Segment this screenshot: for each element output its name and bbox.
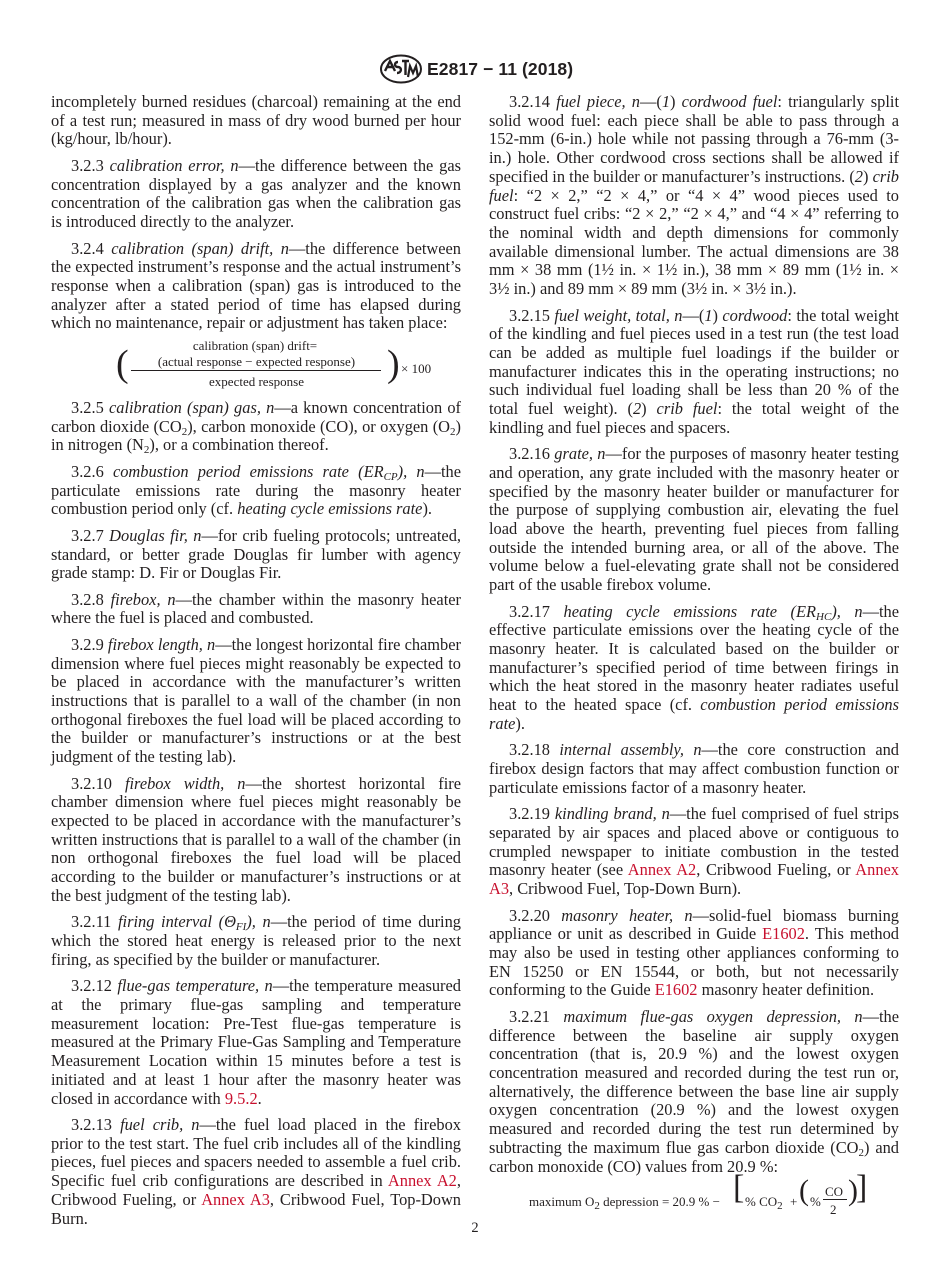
term: grate, n xyxy=(554,444,606,464)
term: calibration error, n xyxy=(109,155,239,175)
term: masonry heater, n xyxy=(561,905,693,925)
left-column xyxy=(51,93,461,1236)
annex-a2-link[interactable]: Annex A2 xyxy=(387,1171,457,1191)
page-header xyxy=(0,52,950,86)
definition-3-2-13: 3.2.13 fuel crib, n—the fuel load placed in the firebox prior to the test start. The fuel crib includes all of the kindling pieces, fuel pieces and spacers needed to assemble a fuel crib. Specific fuel crib configurations are described in Annex A2, Cribwood Fueling, or Annex A3, Cribwood Fuel, Top-Down Burn. xyxy=(51,1115,461,1228)
term: Douglas fir, n xyxy=(109,525,202,545)
term: internal assembly, n xyxy=(559,740,702,760)
annex-a3-link[interactable]: Annex A3 xyxy=(489,860,899,899)
astm-logo-icon xyxy=(379,54,423,84)
definition-3-2-4: 3.2.4 calibration (span) drift, n—the difference between the expected instrument’s response and the actual instrument’s response when a calibration (span) gas is introduced to the analyzer after a stated period of time has elapsed during which no maintenance, repair or adjustment has taken place: xyxy=(51,238,461,333)
term: firebox, n xyxy=(110,589,176,609)
standard-designation: E2817 − 11 (2018) xyxy=(427,59,574,79)
annex-a3-link[interactable]: Annex A3 xyxy=(201,1189,270,1209)
definition-3-2-20: 3.2.20 masonry heater, n—solid-fuel biomass burning appliance or unit as described in Guide E1602. This method may also be used in testing other appliances conforming to EN 15250 or EN 15544, or both, but not necessarily conforming to the Guide E1602 masonry heater definition. xyxy=(489,905,900,1000)
definition-3-2-19: 3.2.19 kindling brand, n—the fuel comprised of fuel strips separated by air spaces and placed above or contiguous to crumpled newspaper to initiate combustion in the tested masonry heater (see Annex A2, Cribwood Fueling, or Annex A3, Cribwood Fuel, Top-Down Burn). xyxy=(489,804,899,899)
term: firing interval $(\Theta_{FI})$, n xyxy=(117,912,271,934)
term: kindling brand, n xyxy=(554,804,670,824)
definition-3-2-11: 3.2.11 firing interval $(\Theta_{FI})$, n—the period of time during which the stored heat energy is released prior to the next firing, as specified by the builder or manufacturer. xyxy=(51,912,461,969)
term: calibration (span) drift, n xyxy=(111,238,289,258)
term: calibration (span) gas, n xyxy=(108,398,275,418)
definition-3-2-15: 3.2.15 fuel weight, total, n—(1) cordwood: the total weight of the kindling and fuel pieces used in a test run (the test load can be added as multiple fuel loadings if the builder or manufacturer indicates this in the operating instructions; no such individual fuel loading shall be less than 20 % of the total fuel weight). (2) crib fuel: the total weight of the kindling and fuel pieces and spacers. xyxy=(489,305,899,437)
e1602-link[interactable]: E1602 xyxy=(654,980,698,1000)
term: combustion period emissions rate $(ER_{CP})$, n xyxy=(112,461,425,483)
definition-3-2-16: 3.2.16 grate, n—for the purposes of masonry heater testing and operation, any grate included with the masonry heater or specified by the masonry heater builder or manufacturer for the purpose of supplying combustion air, elevating the fuel load above the hearth, preventing fuel pieces from falling outside the intended burning area, or all of the above. The volume below a fuel-elevating grate shall not be considered part of the usable firebox volume. xyxy=(489,444,899,595)
definition-3-2-8: 3.2.8 firebox, n—the chamber within the masonry heater where the fuel is placed and combusted. xyxy=(51,589,461,628)
term: flue-gas temperature, n xyxy=(117,976,273,996)
definition-3-2-10: 3.2.10 firebox width, n—the shortest horizontal fire chamber dimension where fuel pieces might reasonably be expected to be placed in accordance with the manufacturer’s written instructions that is parallel to a wall of the chamber (in non orthogonal fireboxes the fuel load will be placed according to the builder or manufacturer’s instructions or at the best judgment of the testing lab). xyxy=(51,773,461,905)
annex-a2-link[interactable]: Annex A2 xyxy=(627,860,697,880)
page-number: 2 xyxy=(471,1220,479,1236)
definition-3-2-21: 3.2.21 maximum flue-gas oxygen depression, n—the difference between the baseline air supply oxygen concentration (that is, 20.9 %) and the lowest oxygen concentration measured and recorded during the test run or, alternatively, the difference between the base line air supply oxygen concentration (20.9 %) and the lowest oxygen measured and recorded during the test run determined by subtracting the maximum flue gas carbon dioxide $(CO_2)$ and carbon monoxide (CO) values from 20.9 %: xyxy=(489,1006,900,1176)
definition-3-2-9: 3.2.9 firebox length, n—the longest horizontal fire chamber dimension where fuel pieces might reasonably be expected to be placed in accordance with the manufacturer’s written instructions that is parallel to a wall of the chamber (in non orthogonal fireboxes the fuel load will be placed according to the builder or manufacturer’s instructions or at the best judgment of the testing lab). xyxy=(51,634,461,767)
oxygen-depression-equation: maximum $O_2$ depression = 20.9 % − [ % $CO_2$ + ( % CO 2 ) ] xyxy=(529,1169,868,1218)
term: maximum flue-gas oxygen depression, n xyxy=(563,1006,863,1026)
definition-3-2-5: 3.2.5 calibration (span) gas, n—a known concentration of carbon dioxide $(CO_2)$, carbon monoxide (CO), or oxygen $(O_2)$ in nitrogen $(N_2)$, or a combination thereof. xyxy=(51,398,461,457)
term: firebox length, n xyxy=(107,634,216,654)
e1602-link[interactable]: E1602 xyxy=(762,924,805,944)
definition-3-2-6: 3.2.6 combustion period emissions rate $(ER_{CP})$, n—the particulate emissions rate during the masonry heater combustion period only (cf. heating cycle emissions rate). xyxy=(51,461,461,519)
definition-3-2-7: 3.2.7 Douglas fir, n—for crib fueling protocols; untreated, standard, or better grade Douglas fir lumber with agency grade stamp: D. Fir or Douglas Fir. xyxy=(51,525,461,583)
definition-3-2-3: 3.2.3 calibration error, n—the difference between the gas concentration displayed by a gas analyzer and the known concentration of the calibration gas when the calibration gas is introduced directly to the analyzer. xyxy=(51,155,461,232)
right-column xyxy=(489,93,899,1227)
term: fuel crib, n xyxy=(120,1115,200,1135)
definition-3-2-12: 3.2.12 flue-gas temperature, n—the temperature measured at the primary flue-gas sampling and temperature measurement location: Pre-Test flue-gas temperature is measured at the Primary Flue-Gas Sampling and Temperature Measurement Location within 15 minutes before a test is initiated and at least 1 hour after the masonry heater was closed in accordance with 9.5.2. xyxy=(51,976,461,1108)
definition-3-2-17: 3.2.17 heating cycle emissions rate $(ER_{HC})$, n—the effective particulate emissions over the heating cycle of the masonry heater. It is calculated based on the builder or manufacturer’s specified period of time between firings in which the heat stored in the masonry heater radiates useful heat to the heated space (cf. combustion period emissions rate). xyxy=(489,601,900,733)
section-link[interactable]: 9.5.2 xyxy=(224,1088,258,1108)
calibration-drift-equation: calibration (span) drift= ( (actual response − expected response) expected response ) × 100 xyxy=(116,338,432,390)
term: heating cycle emissions rate $(ER_{HC})$, n xyxy=(563,601,863,623)
definition-3-2-18: 3.2.18 internal assembly, n—the core construction and firebox design factors that may affect combustion function or particulate emissions factor of a masonry heater. xyxy=(489,740,899,797)
term: fuel piece, n xyxy=(556,92,640,111)
definition-3-2-14: 3.2.14 fuel piece, n—(1) cordwood fuel: triangularly split solid wood fuel: each piece shall be able to pass through a 152-mm (6-in.) hole while not passing through a 76-mm (3-in.) hole. Other cordwood cross sections shall be allowed if specified in the builder or manufacturer’s instructions. (2) crib fuel: “2 × 2,” “2 × 4,” or “4 × 4” wood pieces used to construct fuel cribs: “2 × 2,” “2 × 4,” and “4 × 4” referring to the nominal width and depth dimensions for commonly available dimensional lumber. The actual dimensions are 38 mm × 38 mm (1½ in. × 1½ in.), 38 mm × 89 mm (1½ in. × 3½ in.) and 89 mm × 89 mm (3½ in. × 3½ in.). xyxy=(489,92,899,299)
term: fuel weight, total, n xyxy=(554,305,683,325)
paragraph: incompletely burned residues (charcoal) remaining at the end of a test run; measured in mass of dry wood burned per hour (kg/hour, lb/hour). xyxy=(51,92,461,149)
term: firebox width, n xyxy=(124,773,246,793)
